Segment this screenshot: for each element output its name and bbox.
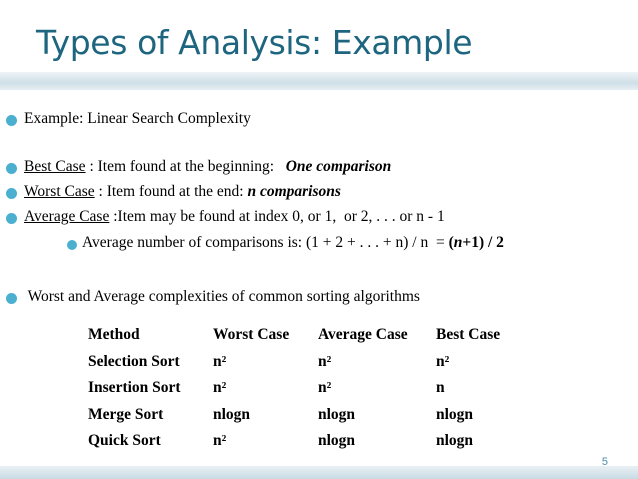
table-cell: n² (213, 432, 227, 450)
sub-bullet-average-comparisons (82, 234, 504, 252)
table-cell: nlogn (318, 405, 356, 423)
footer-band (0, 466, 638, 479)
bullet-example (24, 110, 251, 128)
bullet-best-case (24, 158, 391, 176)
table-cell: n² (213, 352, 227, 370)
bullet-icon (6, 163, 17, 174)
table-row (88, 428, 526, 455)
table-header: Best Case (436, 326, 501, 344)
bullet-icon (6, 213, 17, 224)
bullet-sorting (24, 288, 420, 306)
table-header: Method (88, 326, 140, 344)
table-cell: Quick Sort (88, 432, 161, 450)
page-number: 5 (601, 456, 608, 468)
table-cell: n (436, 379, 445, 397)
table-header-row (88, 322, 526, 349)
average-formula-open: ( (448, 234, 454, 251)
table-row (88, 375, 526, 402)
table-cell: n² (318, 352, 332, 370)
table-header: Average Case (318, 326, 408, 344)
sorting-text: Worst and Average complexities of common sorting algorithms (24, 288, 420, 305)
worst-case-label: Worst Case (24, 183, 95, 200)
sub-bullet-icon (67, 240, 77, 250)
table-row (88, 402, 526, 429)
table-cell: n² (213, 379, 227, 397)
table-cell: nlogn (436, 405, 474, 423)
best-case-text: : Item found at the beginning: (85, 158, 286, 175)
best-case-result: One comparison (285, 158, 392, 175)
average-formula-tail: +1) / 2 (462, 234, 504, 251)
best-case-label: Best Case (24, 158, 86, 175)
average-case-text: :Item may be found at index 0, or 1, or 2, . . . or n - 1 (109, 208, 445, 225)
bullet-worst-case (24, 183, 341, 201)
bullet-icon (6, 293, 17, 304)
slide-title: Types of Analysis: Example (36, 23, 473, 62)
table-cell: nlogn (318, 432, 356, 450)
table-header: Worst Case (213, 326, 290, 344)
example-text: Example: Linear Search Complexity (24, 110, 251, 127)
average-comparisons-text: Average number of comparisons is: (1 + 2 + . . . + n) / n = (82, 234, 449, 251)
table-cell: Selection Sort (88, 352, 180, 370)
table-cell: n² (318, 379, 332, 397)
average-formula-n: n (453, 234, 463, 251)
average-case-label: Average Case (24, 208, 110, 225)
table-cell: nlogn (213, 405, 251, 423)
table-row (88, 349, 526, 376)
table-cell: n² (436, 352, 450, 370)
table-cell: Merge Sort (88, 405, 164, 423)
complexity-table (88, 322, 526, 455)
table-cell: Insertion Sort (88, 379, 181, 397)
bullet-icon (6, 115, 17, 126)
bullet-average-case (24, 208, 445, 226)
worst-case-text: : Item found at the end: (94, 183, 248, 200)
worst-case-result: n comparisons (247, 183, 341, 200)
title-divider (0, 72, 638, 90)
table-cell: nlogn (436, 432, 474, 450)
bullet-icon (6, 188, 17, 199)
